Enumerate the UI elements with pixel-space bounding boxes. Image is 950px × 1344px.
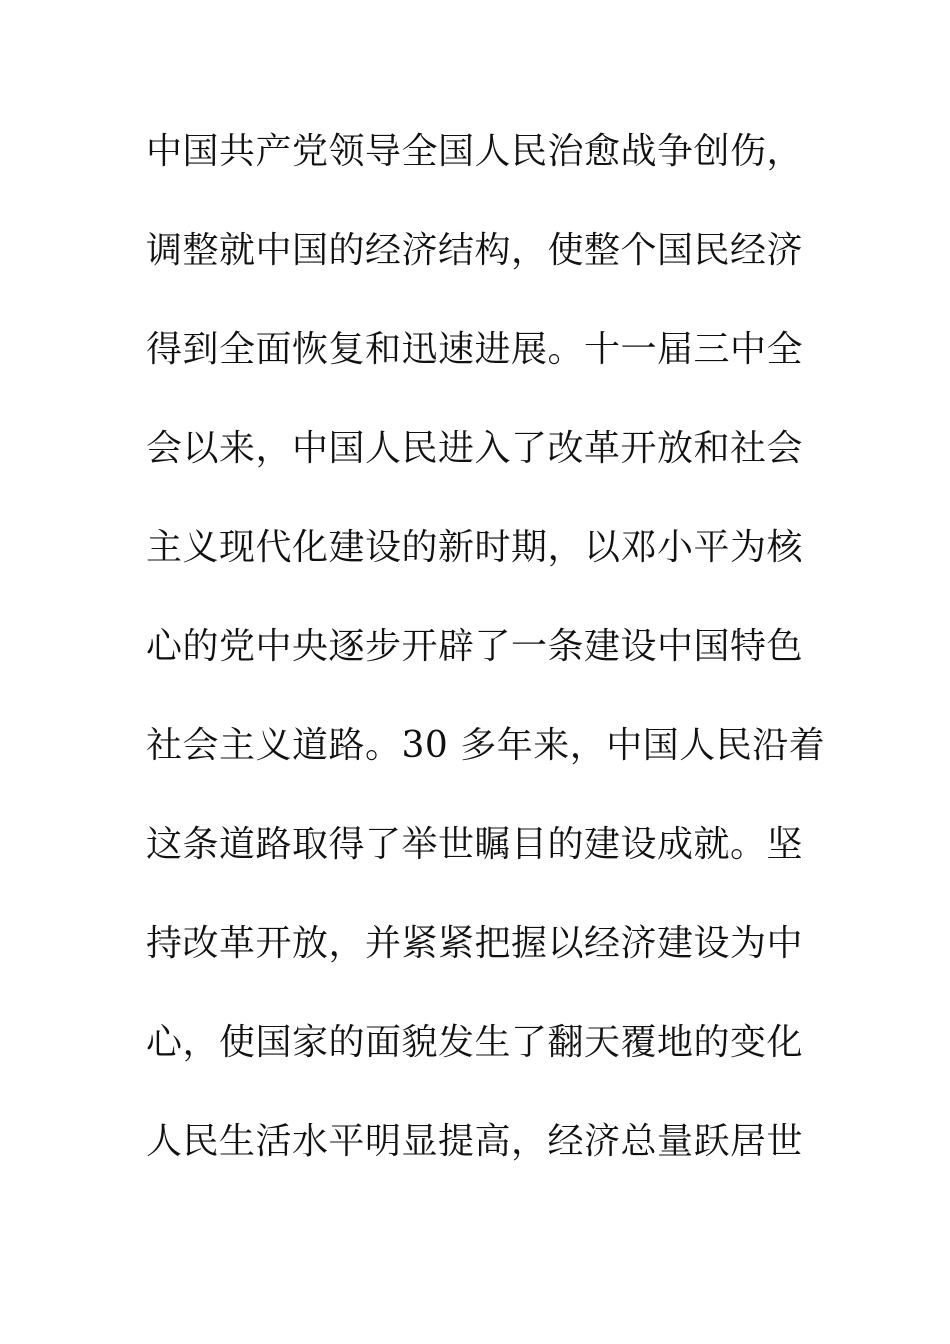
text-line: 会以来，中国人民进入了改革开放和社会 — [146, 428, 804, 469]
text-line: 这条道路取得了举世瞩目的建设成就。坚 — [146, 824, 804, 865]
text-line: 人民生活水平明显提高，经济总量跃居世 — [146, 1121, 804, 1162]
body-text — [146, 122, 826, 1211]
text-line: 调整就中国的经济结构，使整个国民经济 — [146, 230, 804, 271]
text-line: 心，使国家的面貌发生了翻天覆地的变化 — [146, 1022, 804, 1063]
text-line: 得到全面恢复和迅速进展。十一届三中全 — [146, 329, 804, 370]
text-line: 中国共产党领导全国人民治愈战争创伤， — [146, 131, 804, 172]
text-line: 社会主义道路。30 多年来，中国人民沿着 — [146, 725, 826, 766]
text-line: 心的党中央逐步开辟了一条建设中国特色 — [146, 626, 804, 667]
text-line: 主义现代化建设的新时期，以邓小平为核 — [146, 527, 804, 568]
text-line: 持改革开放，并紧紧把握以经济建设为中 — [146, 923, 804, 964]
